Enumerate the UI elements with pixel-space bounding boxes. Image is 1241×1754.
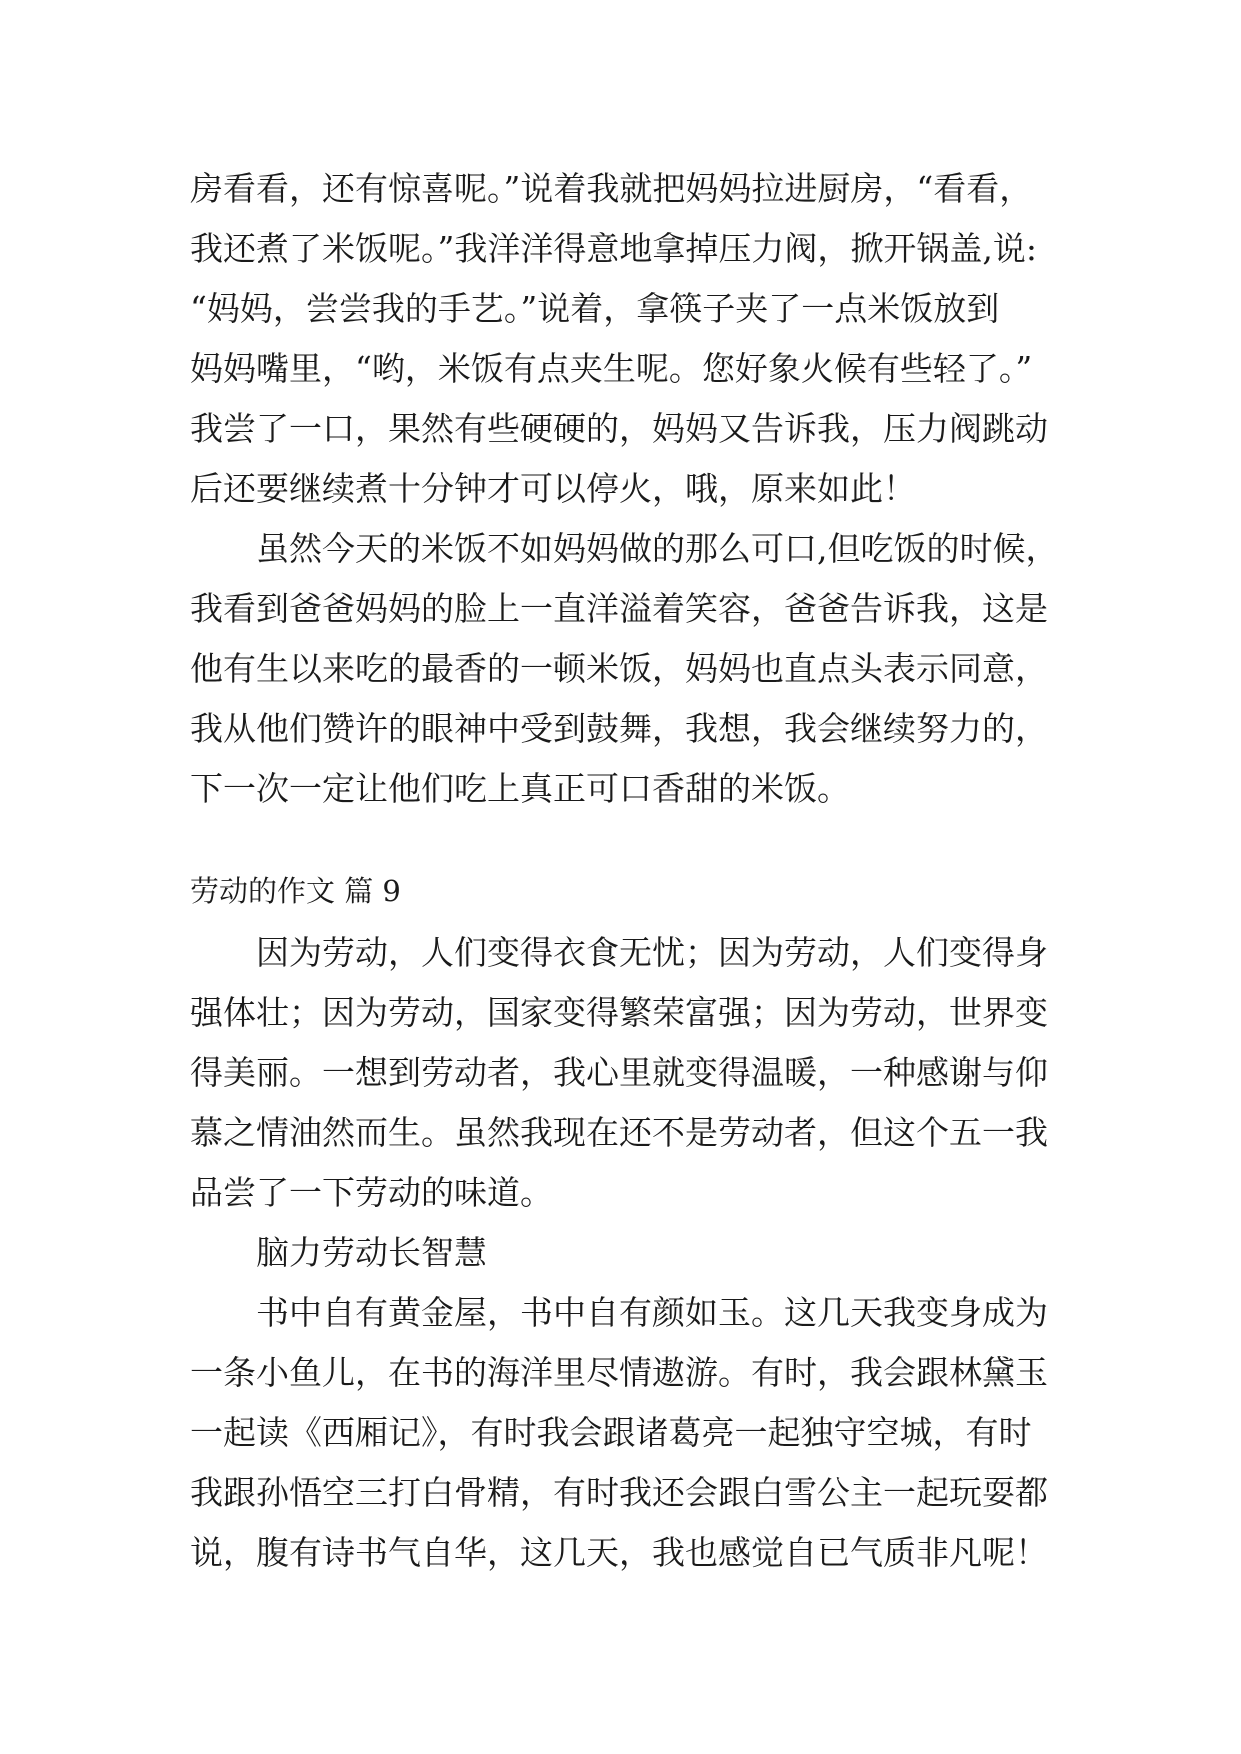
text-line: 我还煮了米饭呢。”我洋洋得意地拿掉压力阀，掀开锅盖,说:: [190, 229, 1037, 268]
text-line: 品尝了一下劳动的味道。: [190, 1173, 553, 1212]
text-line: “妈妈，尝尝我的手艺。”说着，拿筷子夹了一点米饭放到: [190, 289, 1000, 328]
paragraph-first-line: 虽然今天的米饭不如妈妈做的那么可口,但吃饭的时候，: [256, 529, 1059, 568]
text-line: 房看看，还有惊喜呢。”说着我就把妈妈拉进厨房，“看看，: [190, 169, 1033, 208]
text-line: 得美丽。一想到劳动者，我心里就变得温暖，一种感谢与仰: [190, 1053, 1048, 1092]
text-line: 慕之情油然而生。虽然我现在还不是劳动者，但这个五一我: [190, 1113, 1048, 1152]
text-line: 强体壮；因为劳动，国家变得繁荣富强；因为劳动，世界变: [190, 993, 1048, 1032]
paragraph-first-line: 书中自有黄金屋，书中自有颜如玉。这几天我变身成为: [256, 1293, 1048, 1332]
text-line: 一条小鱼儿，在书的海洋里尽情遨游。有时，我会跟林黛玉: [190, 1353, 1048, 1392]
paragraph-first-line: 因为劳动，人们变得衣食无忧；因为劳动，人们变得身: [256, 933, 1048, 972]
text-line: 我尝了一口，果然有些硬硬的，妈妈又告诉我，压力阀跳动: [190, 409, 1048, 448]
text-line: 一起读《西厢记》，有时我会跟诸葛亮一起独守空城，有时: [190, 1413, 1032, 1452]
text-line: 后还要继续煮十分钟才可以停火，哦，原来如此！: [190, 469, 916, 508]
text-line: 妈妈嘴里，“哟，米饭有点夹生呢。您好象火候有些轻了。”: [190, 349, 1033, 388]
text-line: 说，腹有诗书气自华，这几天，我也感觉自已气质非凡呢！: [190, 1533, 1048, 1572]
text-line: 我从他们赞许的眼神中受到鼓舞，我想，我会继续努力的，: [190, 709, 1048, 748]
text-line: 下一次一定让他们吃上真正可口香甜的米饭。: [190, 769, 850, 808]
text-line: 我看到爸爸妈妈的脸上一直洋溢着笑容，爸爸告诉我，这是: [190, 589, 1048, 628]
section-title: 劳动的作文 篇 9: [190, 874, 401, 908]
subheading: 脑力劳动长智慧: [256, 1233, 487, 1272]
text-line: 他有生以来吃的最香的一顿米饭，妈妈也直点头表示同意，: [190, 649, 1048, 688]
text-line: 我跟孙悟空三打白骨精，有时我还会跟白雪公主一起玩耍都: [190, 1473, 1048, 1512]
